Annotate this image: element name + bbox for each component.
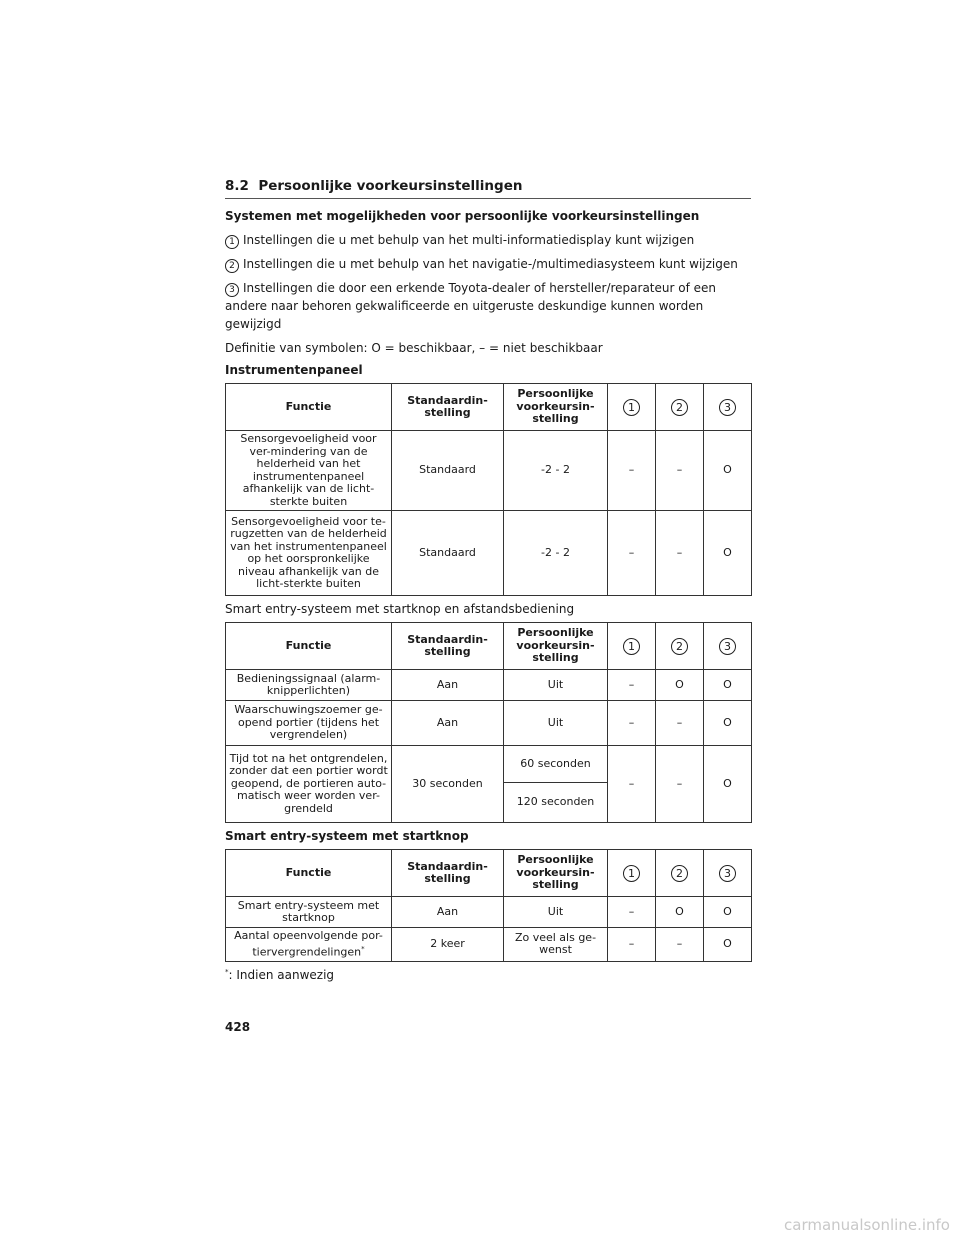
asterisk-mark: *	[361, 944, 365, 953]
cell-v1: –	[608, 928, 656, 962]
circled-1-icon: 1	[225, 235, 239, 249]
cell-v3: O	[704, 701, 752, 746]
cell-v2: –	[656, 701, 704, 746]
cell-functie: Tijd tot na het ontgrendelen, zonder dat een portier wordt geopend, de portieren auto-matisch weer worden ver-grendeld	[226, 746, 392, 823]
cell-v1: –	[608, 511, 656, 596]
table-row	[226, 746, 752, 783]
header-functie: Functie	[226, 850, 392, 897]
cell-standaard: Standaard	[392, 431, 504, 511]
section-title-text: Persoonlijke voorkeursinstellingen	[258, 178, 523, 194]
cell-persoonlijk-option-1: 60 seconden	[504, 746, 608, 783]
cell-v2: O	[656, 897, 704, 928]
legend-item-3: 3 Instellingen die door een erkende Toyota-dealer of hersteller/reparateur of een andere naar behoren gekwalificeerde en uitgeruste deskundige kunnen worden gewijzigd	[225, 281, 716, 331]
table-row	[226, 897, 752, 928]
cell-functie: Sensorgevoeligheid voor ver-mindering van de helderheid van het instrumentenpaneel afhankelijk van de licht-sterkte buiten	[226, 431, 392, 511]
cell-v3: O	[704, 897, 752, 928]
cell-persoonlijk: -2 - 2	[504, 511, 608, 596]
watermark: carmanualsonline.info	[784, 1216, 950, 1234]
table-row	[226, 431, 752, 511]
header-col-2	[656, 623, 704, 670]
cell-standaard: Aan	[392, 670, 504, 701]
table-smart-entry-startknop	[225, 849, 752, 962]
table-header-row	[226, 384, 752, 431]
header-standaard: Standaardin-stelling	[392, 850, 504, 897]
table2-label: Smart entry-systeem met startknop en afstandsbediening	[225, 602, 575, 616]
header-col-3	[704, 384, 752, 431]
cell-functie: Aantal opeenvolgende por-tiervergrendelingen*	[226, 928, 392, 962]
legend-item-2: 2 Instellingen die u met behulp van het navigatie-/multimediasysteem kunt wijzigen	[225, 255, 751, 273]
header-standaard: Standaardin-stelling	[392, 623, 504, 670]
cell-v2: –	[656, 746, 704, 823]
cell-v1: –	[608, 746, 656, 823]
cell-v3: O	[704, 431, 752, 511]
table-instrumentenpaneel	[225, 383, 752, 596]
cell-standaard: Standaard	[392, 511, 504, 596]
footnote: *: Indien aanwezig	[225, 967, 335, 982]
header-functie: Functie	[226, 623, 392, 670]
circled-1-icon: 1	[623, 399, 640, 416]
cell-v3: O	[704, 511, 752, 596]
header-col-2	[656, 384, 704, 431]
circled-2-icon: 2	[225, 259, 239, 273]
header-col-3	[704, 623, 752, 670]
cell-v2: –	[656, 511, 704, 596]
cell-standaard: 2 keer	[392, 928, 504, 962]
cell-functie: Smart entry-systeem met startknop	[226, 897, 392, 928]
header-col-1	[608, 384, 656, 431]
circled-1-icon: 1	[623, 638, 640, 655]
cell-v1: –	[608, 431, 656, 511]
table-row	[226, 701, 752, 746]
cell-persoonlijk: -2 - 2	[504, 431, 608, 511]
section-title	[225, 178, 751, 199]
cell-persoonlijk-option-2: 120 seconden	[504, 783, 608, 823]
table-row	[226, 928, 752, 962]
circled-2-icon: 2	[671, 865, 688, 882]
circled-3-icon: 3	[719, 638, 736, 655]
cell-functie: Waarschuwingszoemer ge-opend portier (tijdens het vergrendelen)	[226, 701, 392, 746]
cell-functie: Bedieningssignaal (alarm-knipperlichten)	[226, 670, 392, 701]
table3-label: Smart entry-systeem met startknop	[225, 829, 469, 843]
circled-2-icon: 2	[671, 638, 688, 655]
table-header-row	[226, 623, 752, 670]
cell-v1: –	[608, 670, 656, 701]
cell-standaard: 30 seconden	[392, 746, 504, 823]
cell-v1: –	[608, 701, 656, 746]
header-persoonlijk: Persoonlijke voorkeursin-stelling	[504, 850, 608, 897]
table1-label: Instrumentenpaneel	[225, 363, 363, 377]
circled-3-icon: 3	[719, 399, 736, 416]
circled-3-icon: 3	[719, 865, 736, 882]
cell-v3: O	[704, 670, 752, 701]
header-col-1	[608, 850, 656, 897]
cell-v3: O	[704, 746, 752, 823]
page-content	[225, 178, 751, 982]
header-persoonlijk: Persoonlijke voorkeursin-stelling	[504, 384, 608, 431]
cell-functie: Sensorgevoeligheid voor te-rugzetten van de helderheid van het instrumentenpaneel op het oorspronkelijke niveau afhankelijk van de licht-sterkte buiten	[226, 511, 392, 596]
header-functie: Functie	[226, 384, 392, 431]
cell-persoonlijk: Zo veel als ge-wenst	[504, 928, 608, 962]
cell-persoonlijk: Uit	[504, 897, 608, 928]
header-col-2	[656, 850, 704, 897]
subheading: Systemen met mogelijkheden voor persoonlijke voorkeursinstellingen	[225, 209, 700, 223]
header-col-1	[608, 623, 656, 670]
legend-item-1: 1 Instellingen die u met behulp van het multi-informatiedisplay kunt wijzigen	[225, 231, 751, 249]
cell-standaard: Aan	[392, 701, 504, 746]
table-header-row	[226, 850, 752, 897]
circled-1-icon: 1	[623, 865, 640, 882]
table-smart-entry-afstandsbediening	[225, 622, 752, 823]
cell-persoonlijk: Uit	[504, 701, 608, 746]
circled-3-icon: 3	[225, 283, 239, 297]
header-col-3	[704, 850, 752, 897]
cell-v2: –	[656, 928, 704, 962]
cell-v1: –	[608, 897, 656, 928]
cell-standaard: Aan	[392, 897, 504, 928]
table-row	[226, 511, 752, 596]
header-persoonlijk: Persoonlijke voorkeursin-stelling	[504, 623, 608, 670]
table-row	[226, 670, 752, 701]
header-standaard: Standaardin-stelling	[392, 384, 504, 431]
page-number: 428	[225, 1020, 251, 1034]
cell-v2: –	[656, 431, 704, 511]
circled-2-icon: 2	[671, 399, 688, 416]
symbol-definition: Definitie van symbolen: O = beschikbaar, – = niet beschikbaar	[225, 341, 603, 355]
cell-v3: O	[704, 928, 752, 962]
section-number: 8.2	[225, 178, 249, 194]
footnote-mark: *	[225, 967, 229, 976]
cell-persoonlijk: Uit	[504, 670, 608, 701]
cell-v2: O	[656, 670, 704, 701]
